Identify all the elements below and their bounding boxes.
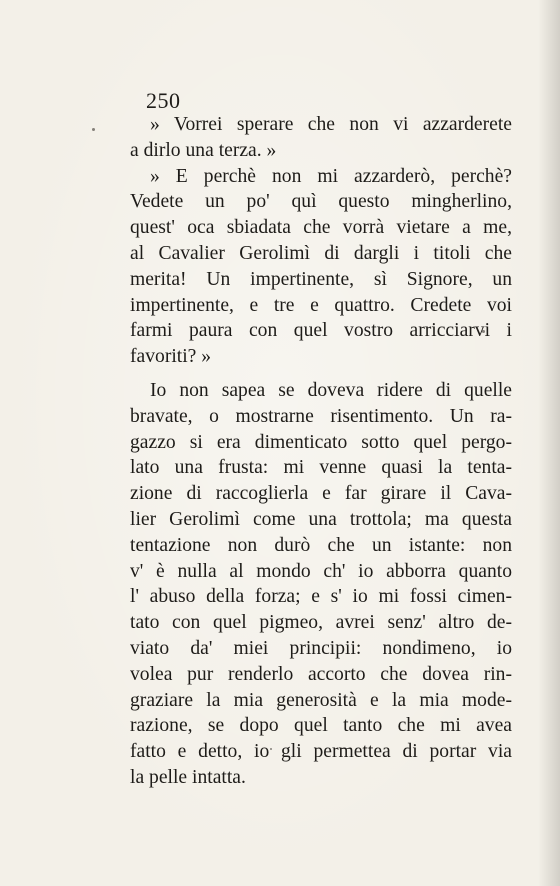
paragraph xyxy=(130,164,512,370)
text-line: bravate, o mostrarne risentimento. Un ra- xyxy=(130,405,512,427)
text-line: fatto e detto, io gli permettea di portar via xyxy=(130,741,512,763)
text-line: Io non sapea se doveva ridere di quelle xyxy=(150,379,512,401)
text-line: lier Gerolimì come una trottola; ma questa xyxy=(130,508,512,530)
text-line: volea pur renderlo accorto che dovea rin- xyxy=(130,663,512,685)
text-line: tato con quel pigmeo, avrei senz' altro de- xyxy=(130,612,512,634)
paragraph-gap xyxy=(130,370,512,378)
text-line: graziare la mia generosità e la mia mode- xyxy=(130,689,512,711)
text-line: » E perchè non mi azzarderò, perchè? xyxy=(150,165,512,187)
text-line: favoriti? » xyxy=(130,346,212,368)
text-line: lato una frusta: mi venne quasi la tenta- xyxy=(130,457,512,479)
text-line: impertinente, e tre e quattro. Credete voi xyxy=(130,294,512,316)
text-line: » Vorrei sperare che non vi azzarderete xyxy=(150,114,512,135)
text-line: tentazione non durò che un istante: non xyxy=(130,534,512,556)
text-line: a dirlo una terza. » xyxy=(130,139,277,161)
text-line: razione, se dopo quel tanto che mi avea xyxy=(130,715,512,737)
text-line: v' è nulla al mondo ch' io abborra quanto xyxy=(130,560,512,582)
text-line: quest' oca sbiadata che vorrà vietare a me, xyxy=(130,217,512,239)
text-line: al Cavalier Gerolimì di dargli i titoli che xyxy=(130,242,512,264)
paragraph xyxy=(130,378,512,791)
text-line: la pelle intatta. xyxy=(130,766,246,788)
text-line: Vedete un po' quì questo mingherlino, xyxy=(130,191,512,213)
text-line: zione di raccoglierla e far girare il Cava- xyxy=(130,483,512,505)
text-line: l' abuso della forza; e s' io mi fossi cimen- xyxy=(130,586,512,608)
ink-speck xyxy=(92,128,95,131)
text-line: gazzo si era dimenticato sotto quel pergo- xyxy=(130,431,512,453)
body-text xyxy=(130,112,512,791)
paragraph xyxy=(130,112,512,164)
text-line: viato da' miei principii: nondimeno, io xyxy=(130,637,512,659)
page-edge-shadow xyxy=(538,0,560,886)
page-number: 250 xyxy=(146,88,181,113)
text-line: merita! Un impertinente, sì Signore, un xyxy=(130,268,512,290)
text-line: farmi paura con quel vostro arricciarvi i xyxy=(130,320,512,342)
